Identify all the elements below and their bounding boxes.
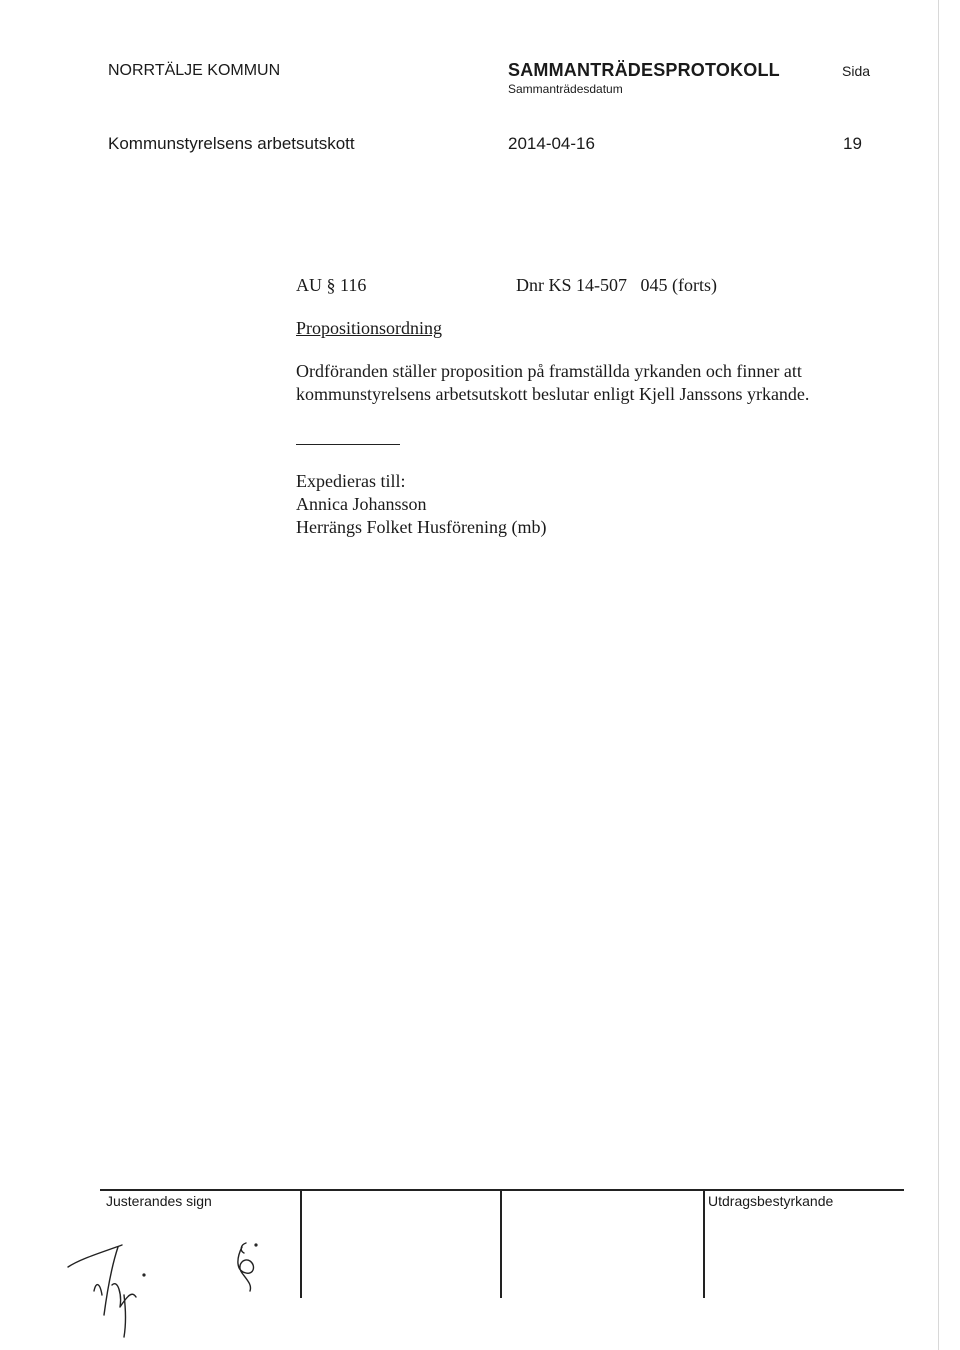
committee-name: Kommunstyrelsens arbetsutskott (108, 134, 355, 153)
footer-column-divider (300, 1190, 302, 1298)
document-type: SAMMANTRÄDESPROTOKOLL (508, 60, 780, 80)
footer-table-top-border (100, 1189, 904, 1191)
handwritten-signature (60, 1225, 300, 1345)
page-label: Sida (842, 63, 871, 79)
dispatch-recipient: Annica Johansson (296, 494, 427, 514)
section-heading: Propositionsordning (296, 318, 443, 338)
meeting-date-label: Sammanträdesdatum (508, 82, 623, 96)
decision-text: Ordföranden ställer proposition på framställda yrkanden och finner att kommunstyrelsens arbetsutskott beslutar enligt Kjell Janssons yrkande. (296, 361, 810, 404)
separator-line (296, 444, 400, 445)
dispatch-recipient: Herrängs Folket Husförening (mb) (296, 517, 547, 537)
case-number: Dnr KS 14-507 045 (forts) (516, 275, 717, 295)
scan-edge-line (938, 0, 939, 1350)
footer-column-divider (703, 1190, 705, 1298)
paragraph-reference: AU § 116 (296, 275, 367, 295)
extract-certification-label: Utdragsbestyrkande (708, 1193, 834, 1209)
page-number: 19 (843, 134, 862, 153)
footer-column-divider (500, 1190, 502, 1298)
adjusters-signature-label: Justerandes sign (106, 1193, 212, 1209)
organization-name: NORRTÄLJE KOMMUN (108, 62, 281, 79)
dispatch-label: Expedieras till: (296, 471, 406, 491)
dispatch-block (296, 470, 546, 539)
meeting-date: 2014-04-16 (508, 134, 595, 153)
